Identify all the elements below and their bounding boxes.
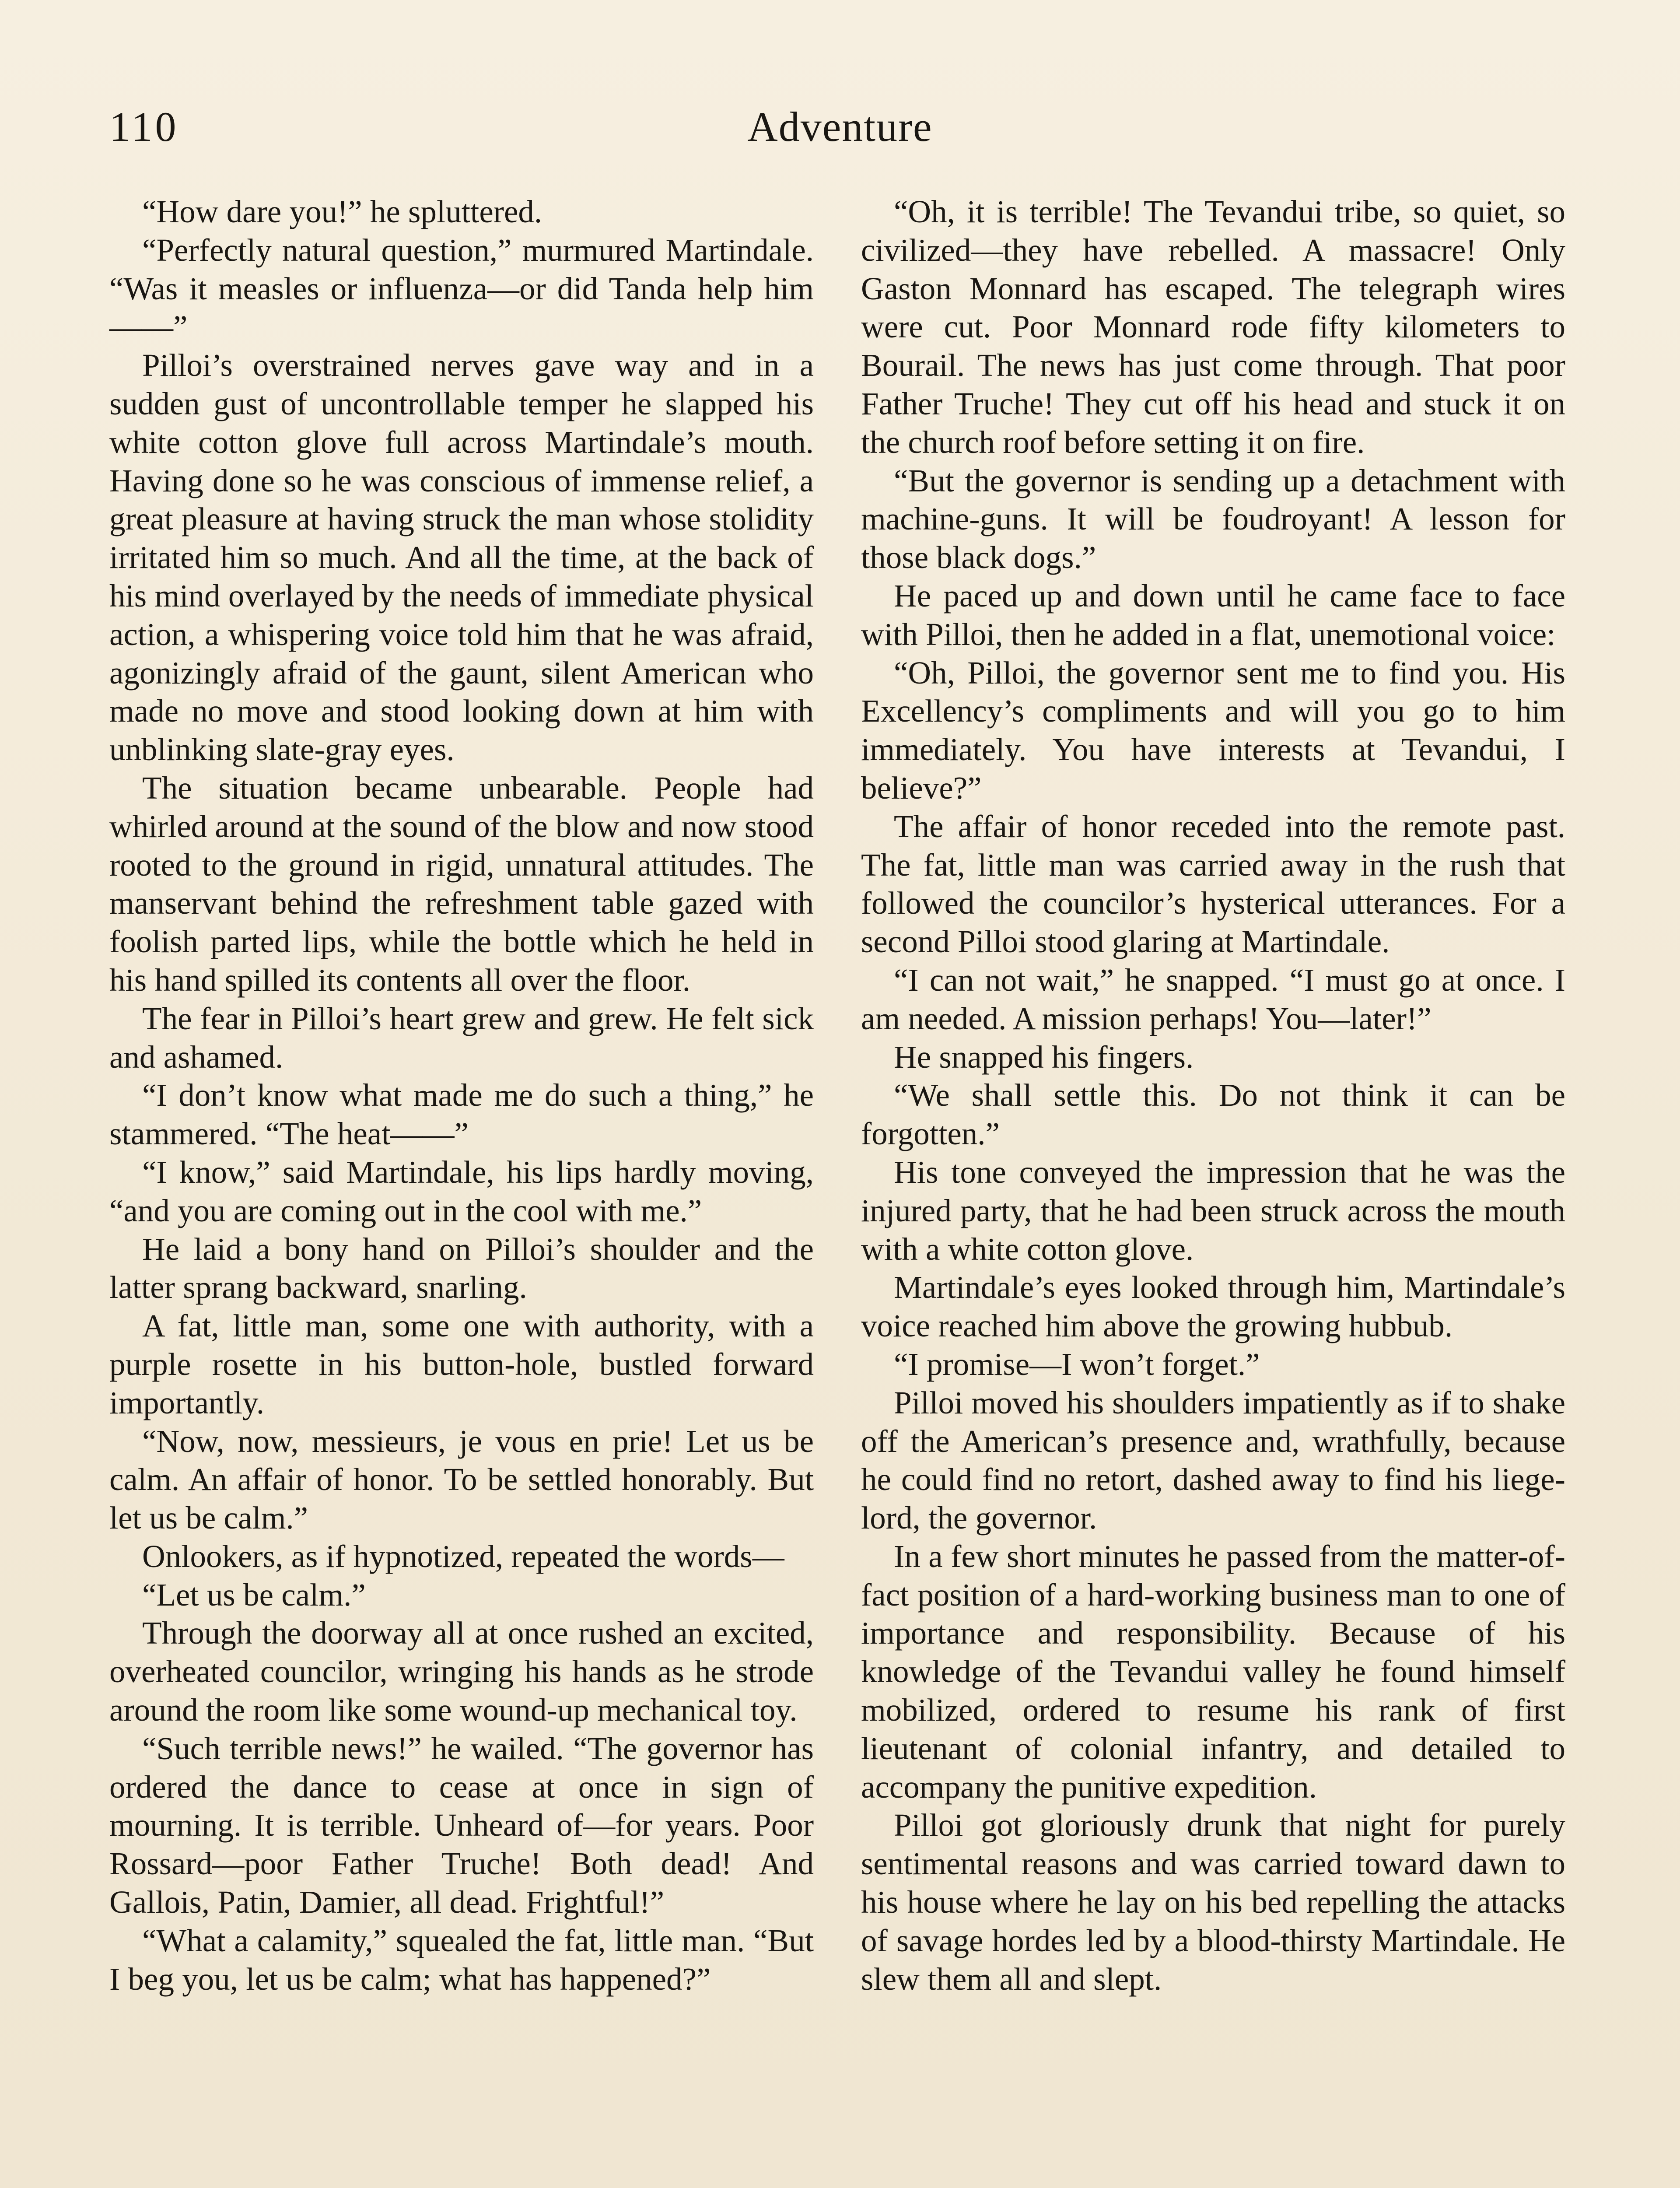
paragraph: Pilloi moved his shoulders impatiently as if to shake off the American’s presence and, wrathfully, because he could find no retort, dashed away to find his liege-lord, the governor. [861,1385,1565,1536]
paragraph: “How dare you!” he spluttered. [142,194,542,229]
paragraph: “I don’t know what made me do such a thing,” he stammered. “The heat——” [109,1077,814,1152]
paragraph: He laid a bony hand on Pilloi’s shoulder and the latter sprang backward, snarling. [109,1231,814,1305]
left-column [109,193,814,1998]
paragraph: Martindale’s eyes looked through him, Martindale’s voice reached him above the growing hubbub. [861,1269,1565,1344]
paragraph: A fat, little man, some one with authority, with a purple rosette in his button-hole, bustled forward importantly. [109,1308,814,1420]
paragraph: Through the doorway all at once rushed an excited, overheated councilor, wringing his hands as he strode around the room like some wound-up mechanical toy. [109,1615,814,1728]
page-number: 110 [109,103,179,150]
right-column [861,193,1565,1998]
paragraph: “What a calamity,” squealed the fat, little man. “But I beg you, let us be calm; what has happened?” [109,1922,814,1997]
paragraph: Pilloi got gloriously drunk that night for purely sentimental reasons and was carried toward dawn to his house where he lay on his bed repelling the attacks of savage hordes led by a blood-thirsty Martindale. He slew them all and slept. [861,1807,1565,1997]
paragraph: “We shall settle this. Do not think it can be forgotten.” [861,1077,1565,1152]
paragraph: “I know,” said Martindale, his lips hardly moving, “and you are coming out in the cool with me.” [109,1154,814,1228]
paragraph: He paced up and down until he came face to face with Pilloi, then he added in a flat, unemotional voice: [861,578,1565,652]
paragraph: The fear in Pilloi’s heart grew and grew. He felt sick and ashamed. [109,1000,814,1075]
paragraph: “I promise—I won’t forget.” [894,1346,1260,1382]
page-header [109,98,1571,155]
paragraph: “Such terrible news!” he wailed. “The governor has ordered the dance to cease at once in sign of mourning. It is terrible. Unheard of—for years. Poor Rossard—poor Father Truche! Both dead! And Gallois, Patin, Damier, all dead. Frightful!” [109,1730,814,1920]
paragraph: “But the governor is sending up a detachment with machine-guns. It will be foudroyant! A lesson for those black dogs.” [861,463,1565,575]
paragraph: “Let us be calm.” [142,1577,366,1613]
paragraph: Onlookers, as if hypnotized, repeated the words— [142,1538,784,1574]
paragraph: The affair of honor receded into the remote past. The fat, little man was carried away in the rush that followed the councilor’s hysterical utterances. For a second Pilloi stood glaring at Martindale. [861,808,1565,960]
paragraph: In a few short minutes he passed from the matter-of-fact position of a hard-working business man to one of importance and responsibility. Because of his knowledge of the Tevandui valley he found himself mobilized, ordered to resume his rank of first lieutenant of colonial infantry, and detailed to accompany the punitive expedition. [861,1538,1565,1805]
paragraph: “Oh, it is terrible! The Tevandui tribe, so quiet, so civilized—they have rebelled. A massacre! Only Gaston Monnard has escaped. The telegraph wires were cut. Poor Monnard rode fifty kilometers to Bourail. The news has just come through. That poor Father Truche! They cut off his head and stuck it on the church roof before setting it on fire. [861,194,1565,460]
paragraph: His tone conveyed the impression that he was the injured party, that he had been struck across the mouth with a white cotton glove. [861,1154,1565,1267]
paragraph: He snapped his fingers. [894,1039,1194,1075]
paragraph: “Perfectly natural question,” murmured Martindale. “Was it measles or influenza—or did Tanda help him——” [109,232,814,345]
paragraph: “I can not wait,” he snapped. “I must go at once. I am needed. A mission perhaps! You—later!” [861,962,1565,1036]
paragraph: “Oh, Pilloi, the governor sent me to find you. His Excellency’s compliments and will you go to him immediately. You have interests at Tevandui, I believe?” [861,655,1565,806]
running-title: Adventure [747,103,933,150]
paragraph: The situation became unbearable. People had whirled around at the sound of the blow and now stood rooted to the ground in rigid, unnatural attitudes. The manservant behind the refreshment table gazed with foolish parted lips, while the bottle which he held in his hand spilled its contents all over the floor. [109,770,814,998]
paragraph: “Now, now, messieurs, je vous en prie! Let us be calm. An affair of honor. To be settled honorably. But let us be calm.” [109,1423,814,1536]
paragraph: Pilloi’s overstrained nerves gave way and in a sudden gust of uncontrollable temper he slapped his white cotton glove full across Martindale’s mouth. Having done so he was conscious of immense relief, a great pleasure at having struck the man whose stolidity irritated him so much. And all the time, at the back of his mind overlayed by the needs of immediate physical action, a whispering voice told him that he was afraid, agonizingly afraid of the gaunt, silent American who made no move and stood looking down at him with unblinking slate-gray eyes. [109,347,814,768]
